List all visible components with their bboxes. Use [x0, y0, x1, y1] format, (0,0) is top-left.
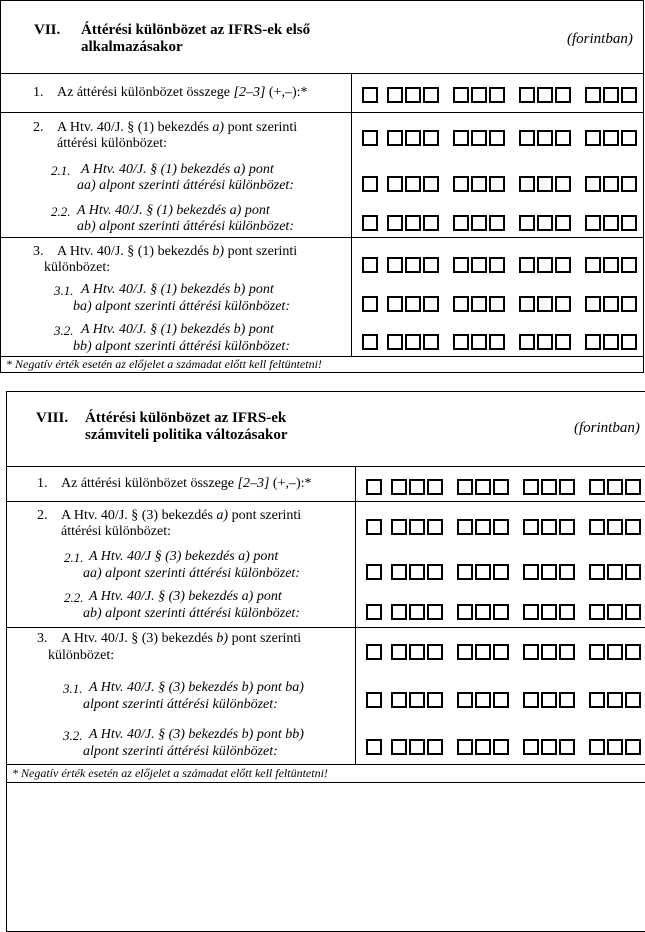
sign-box[interactable]	[362, 296, 378, 312]
digit-box[interactable]	[475, 739, 491, 755]
digit-box[interactable]	[625, 739, 641, 755]
digit-box[interactable]	[537, 215, 553, 231]
row-label: A Htv. 40/J. § (1) bekezdés b) pont	[81, 322, 274, 337]
digit-box[interactable]	[589, 479, 605, 495]
digit-box[interactable]	[475, 519, 491, 535]
digit-box[interactable]	[607, 739, 623, 755]
digit-box[interactable]	[457, 739, 473, 755]
divider	[1, 237, 643, 238]
sign-box[interactable]	[366, 692, 382, 708]
digit-box[interactable]	[625, 564, 641, 580]
digit-box[interactable]	[625, 604, 641, 620]
digit-box[interactable]	[621, 130, 637, 146]
digit-box[interactable]	[457, 519, 473, 535]
digit-box[interactable]	[537, 296, 553, 312]
digit-box[interactable]	[523, 644, 539, 660]
section-title-line1: Áttérési különbözet az IFRS-ek első	[81, 22, 311, 38]
digit-box[interactable]	[405, 176, 421, 192]
row-label: Az áttérési különbözet összege [2–3] (+,–):*	[61, 476, 312, 491]
divider	[7, 627, 645, 628]
digit-box[interactable]	[471, 215, 487, 231]
digit-box[interactable]	[493, 739, 509, 755]
digit-box[interactable]	[387, 257, 403, 273]
row-label-line2: aa) alpont szerinti áttérési különbözet:	[77, 178, 294, 193]
row-label-line2: alpont szerinti áttérési különbözet:	[83, 697, 278, 712]
digit-box[interactable]	[555, 215, 571, 231]
digit-box[interactable]	[409, 564, 425, 580]
footnote: * Negatív érték esetén az előjelet a számadat előtt kell feltüntetni!	[12, 766, 328, 780]
digit-box[interactable]	[607, 564, 623, 580]
divider	[1, 112, 643, 113]
digit-box[interactable]	[405, 334, 421, 350]
digit-box[interactable]	[585, 176, 601, 192]
sign-box[interactable]	[362, 130, 378, 146]
digit-box[interactable]	[475, 644, 491, 660]
row-label-line2: aa) alpont szerinti áttérési különbözet:	[83, 566, 300, 581]
digit-box[interactable]	[423, 257, 439, 273]
digit-box[interactable]	[471, 334, 487, 350]
row-label: A Htv. 40/J. § (3) bekezdés a) pont szerinti	[61, 508, 302, 523]
digit-box[interactable]	[387, 215, 403, 231]
digit-box[interactable]	[541, 564, 557, 580]
digit-box[interactable]	[585, 130, 601, 146]
digit-box[interactable]	[457, 564, 473, 580]
divider	[7, 466, 645, 467]
digit-box[interactable]	[555, 257, 571, 273]
digit-box[interactable]	[387, 334, 403, 350]
digit-box[interactable]	[457, 644, 473, 660]
footnote: * Negatív érték esetén az előjelet a számadat előtt kell feltüntetni!	[6, 357, 322, 371]
digit-box[interactable]	[621, 257, 637, 273]
digit-box[interactable]	[391, 739, 407, 755]
digit-box[interactable]	[523, 604, 539, 620]
digit-box[interactable]	[625, 519, 641, 535]
digit-box[interactable]	[585, 334, 601, 350]
digit-box[interactable]	[537, 176, 553, 192]
digit-box[interactable]	[423, 130, 439, 146]
digit-box[interactable]	[607, 519, 623, 535]
row-label: A Htv. 40/J. § (1) bekezdés a) pont	[81, 162, 274, 177]
row-number: 2.1.	[64, 550, 84, 565]
unit-label: (forintban)	[567, 31, 633, 47]
sign-box[interactable]	[366, 519, 382, 535]
digit-box[interactable]	[471, 257, 487, 273]
digit-box[interactable]	[427, 692, 443, 708]
digit-box[interactable]	[519, 215, 535, 231]
digit-box[interactable]	[589, 564, 605, 580]
row-number: 3.	[37, 631, 48, 646]
unit-label: (forintban)	[574, 420, 640, 436]
digit-box[interactable]	[475, 692, 491, 708]
digit-box[interactable]	[493, 604, 509, 620]
row-label: A Htv. 40/J § (3) bekezdés a) pont	[89, 549, 279, 564]
row-label: Az áttérési különbözet összege [2–3] (+,–):*	[57, 85, 308, 100]
section-vii	[0, 0, 644, 373]
row-number: 3.1.	[54, 283, 74, 298]
row-number: 2.2.	[51, 204, 71, 219]
digit-box[interactable]	[405, 296, 421, 312]
digit-box[interactable]	[621, 176, 637, 192]
digit-box[interactable]	[387, 87, 403, 103]
row-label: A Htv. 40/J. § (1) bekezdés b) pont	[81, 282, 274, 297]
digit-box[interactable]	[489, 257, 505, 273]
sign-box[interactable]	[366, 564, 382, 580]
digit-box[interactable]	[625, 479, 641, 495]
digit-box[interactable]	[427, 564, 443, 580]
row-label-line2: különbözet:	[44, 260, 111, 275]
row-number: 1.	[37, 476, 48, 491]
section-title-line2: alkalmazásakor	[81, 39, 183, 55]
digit-box[interactable]	[555, 176, 571, 192]
digit-box[interactable]	[453, 176, 469, 192]
divider	[7, 782, 645, 783]
row-label: A Htv. 40/J. § (1) bekezdés b) pont szerinti	[57, 244, 298, 259]
digit-box[interactable]	[391, 604, 407, 620]
digit-box[interactable]	[555, 130, 571, 146]
sign-box[interactable]	[362, 176, 378, 192]
digit-box[interactable]	[537, 130, 553, 146]
row-number: 2.2.	[64, 590, 84, 605]
row-label: A Htv. 40/J. § (3) bekezdés b) pont szerinti	[61, 631, 302, 646]
digit-box[interactable]	[493, 564, 509, 580]
sign-box[interactable]	[366, 644, 382, 660]
sign-box[interactable]	[362, 257, 378, 273]
digit-box[interactable]	[409, 479, 425, 495]
row-label-line2: alpont szerinti áttérési különbözet:	[83, 744, 278, 759]
row-label: A Htv. 40/J. § (1) bekezdés a) pont szerinti	[57, 120, 298, 135]
digit-box[interactable]	[453, 334, 469, 350]
digit-box[interactable]	[409, 739, 425, 755]
digit-box[interactable]	[625, 644, 641, 660]
digit-box[interactable]	[603, 296, 619, 312]
digit-box[interactable]	[453, 257, 469, 273]
digit-box[interactable]	[471, 176, 487, 192]
divider	[1, 73, 643, 74]
digit-box[interactable]	[621, 87, 637, 103]
digit-box[interactable]	[523, 479, 539, 495]
digit-box[interactable]	[409, 692, 425, 708]
digit-box[interactable]	[559, 479, 575, 495]
digit-box[interactable]	[541, 479, 557, 495]
digit-box[interactable]	[493, 644, 509, 660]
digit-box[interactable]	[453, 296, 469, 312]
digit-box[interactable]	[405, 215, 421, 231]
digit-box[interactable]	[475, 564, 491, 580]
digit-box[interactable]	[423, 296, 439, 312]
digit-box[interactable]	[423, 215, 439, 231]
digit-box[interactable]	[453, 87, 469, 103]
column-divider	[351, 73, 352, 356]
digit-box[interactable]	[489, 87, 505, 103]
digit-box[interactable]	[559, 739, 575, 755]
digit-box[interactable]	[489, 176, 505, 192]
digit-box[interactable]	[541, 692, 557, 708]
digit-box[interactable]	[391, 564, 407, 580]
digit-box[interactable]	[559, 604, 575, 620]
digit-box[interactable]	[493, 519, 509, 535]
digit-box[interactable]	[405, 257, 421, 273]
row-label-line2: ab) alpont szerinti áttérési különbözet:	[83, 606, 300, 621]
digit-box[interactable]	[607, 604, 623, 620]
digit-box[interactable]	[427, 519, 443, 535]
row-label: A Htv. 40/J. § (3) bekezdés b) pont ba)	[89, 680, 304, 695]
row-number: 3.2.	[54, 323, 74, 338]
row-label-line2: áttérési különbözet:	[61, 524, 172, 539]
digit-box[interactable]	[519, 87, 535, 103]
digit-box[interactable]	[427, 479, 443, 495]
digit-box[interactable]	[471, 87, 487, 103]
digit-box[interactable]	[607, 692, 623, 708]
digit-box[interactable]	[541, 644, 557, 660]
section-number: VII.	[34, 22, 61, 38]
digit-box[interactable]	[519, 257, 535, 273]
section-viii	[6, 391, 645, 932]
row-number: 3.2.	[63, 728, 83, 743]
digit-box[interactable]	[427, 644, 443, 660]
digit-box[interactable]	[471, 130, 487, 146]
digit-box[interactable]	[625, 692, 641, 708]
digit-box[interactable]	[519, 334, 535, 350]
column-divider	[355, 466, 356, 764]
digit-box[interactable]	[391, 692, 407, 708]
digit-box[interactable]	[409, 519, 425, 535]
digit-box[interactable]	[559, 692, 575, 708]
digit-box[interactable]	[427, 604, 443, 620]
digit-box[interactable]	[589, 644, 605, 660]
digit-box[interactable]	[457, 604, 473, 620]
digit-box[interactable]	[555, 334, 571, 350]
digit-box[interactable]	[405, 130, 421, 146]
section-title-line1: Áttérési különbözet az IFRS-ek	[85, 410, 287, 426]
digit-box[interactable]	[589, 604, 605, 620]
digit-box[interactable]	[475, 604, 491, 620]
digit-box[interactable]	[489, 130, 505, 146]
row-label-line2: ba) alpont szerinti áttérési különbözet:	[73, 299, 290, 314]
digit-box[interactable]	[559, 644, 575, 660]
row-label-line2: különbözet:	[48, 648, 115, 663]
digit-box[interactable]	[427, 739, 443, 755]
row-number: 3.1.	[63, 681, 83, 696]
digit-box[interactable]	[589, 519, 605, 535]
digit-box[interactable]	[603, 176, 619, 192]
digit-box[interactable]	[603, 87, 619, 103]
digit-box[interactable]	[519, 130, 535, 146]
row-label-line2: ab) alpont szerinti áttérési különbözet:	[77, 219, 294, 234]
sign-box[interactable]	[362, 215, 378, 231]
digit-box[interactable]	[621, 215, 637, 231]
digit-box[interactable]	[607, 479, 623, 495]
sign-box[interactable]	[366, 479, 382, 495]
digit-box[interactable]	[585, 87, 601, 103]
digit-box[interactable]	[409, 604, 425, 620]
digit-box[interactable]	[387, 176, 403, 192]
digit-box[interactable]	[457, 479, 473, 495]
digit-box[interactable]	[555, 87, 571, 103]
digit-box[interactable]	[453, 130, 469, 146]
digit-box[interactable]	[585, 296, 601, 312]
row-number: 2.	[33, 120, 44, 135]
row-label-line2: áttérési különbözet:	[57, 136, 168, 151]
row-label: A Htv. 40/J. § (3) bekezdés a) pont	[89, 589, 282, 604]
sign-box[interactable]	[362, 87, 378, 103]
digit-box[interactable]	[391, 644, 407, 660]
digit-box[interactable]	[559, 564, 575, 580]
digit-box[interactable]	[621, 296, 637, 312]
digit-box[interactable]	[537, 257, 553, 273]
digit-box[interactable]	[621, 334, 637, 350]
row-number: 1.	[33, 85, 44, 100]
digit-box[interactable]	[453, 215, 469, 231]
section-number: VIII.	[36, 410, 69, 426]
digit-box[interactable]	[423, 176, 439, 192]
digit-box[interactable]	[603, 130, 619, 146]
digit-box[interactable]	[391, 519, 407, 535]
digit-box[interactable]	[493, 692, 509, 708]
row-label: A Htv. 40/J. § (1) bekezdés a) pont	[77, 203, 270, 218]
digit-box[interactable]	[541, 519, 557, 535]
row-number: 2.1.	[51, 163, 71, 178]
row-label-line2: bb) alpont szerinti áttérési különbözet:	[73, 339, 290, 354]
digit-box[interactable]	[475, 479, 491, 495]
digit-box[interactable]	[423, 87, 439, 103]
section-title-line2: számviteli politika változásakor	[85, 427, 288, 443]
digit-box[interactable]	[391, 479, 407, 495]
sign-box[interactable]	[366, 604, 382, 620]
digit-box[interactable]	[523, 564, 539, 580]
row-number: 2.	[37, 508, 48, 523]
digit-box[interactable]	[559, 519, 575, 535]
digit-box[interactable]	[519, 176, 535, 192]
digit-box[interactable]	[537, 87, 553, 103]
digit-box[interactable]	[519, 296, 535, 312]
digit-box[interactable]	[489, 215, 505, 231]
digit-box[interactable]	[589, 739, 605, 755]
divider	[7, 501, 645, 502]
digit-box[interactable]	[555, 296, 571, 312]
sign-box[interactable]	[362, 334, 378, 350]
digit-box[interactable]	[603, 215, 619, 231]
digit-box[interactable]	[523, 519, 539, 535]
digit-box[interactable]	[585, 257, 601, 273]
digit-box[interactable]	[409, 644, 425, 660]
digit-box[interactable]	[489, 334, 505, 350]
digit-box[interactable]	[603, 257, 619, 273]
digit-box[interactable]	[523, 739, 539, 755]
digit-box[interactable]	[489, 296, 505, 312]
digit-box[interactable]	[607, 644, 623, 660]
digit-box[interactable]	[387, 296, 403, 312]
sign-box[interactable]	[366, 739, 382, 755]
digit-box[interactable]	[423, 334, 439, 350]
digit-box[interactable]	[603, 334, 619, 350]
digit-box[interactable]	[471, 296, 487, 312]
digit-box[interactable]	[585, 215, 601, 231]
digit-box[interactable]	[541, 739, 557, 755]
digit-box[interactable]	[523, 692, 539, 708]
row-label: A Htv. 40/J. § (3) bekezdés b) pont bb)	[89, 727, 304, 742]
row-number: 3.	[33, 244, 44, 259]
digit-box[interactable]	[541, 604, 557, 620]
digit-box[interactable]	[493, 479, 509, 495]
digit-box[interactable]	[405, 87, 421, 103]
digit-box[interactable]	[457, 692, 473, 708]
digit-box[interactable]	[537, 334, 553, 350]
digit-box[interactable]	[387, 130, 403, 146]
digit-box[interactable]	[589, 692, 605, 708]
